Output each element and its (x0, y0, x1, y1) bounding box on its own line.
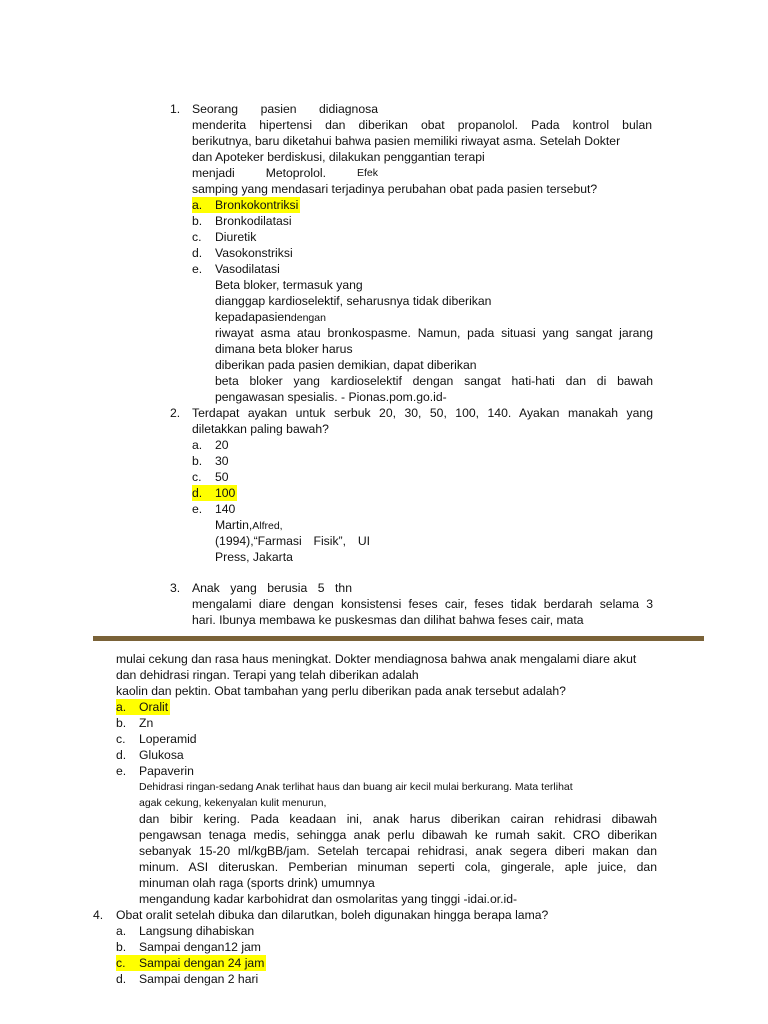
explanation-text: dianggap kardioselektif, seharusnya tidak diberikan (215, 294, 492, 308)
question-text: Obat oralit setelah dibuka dan dilarutkan, boleh digunakan hingga berapa lama? (116, 908, 549, 922)
explanation-text: minuman olah raga (sports drink) umumnya (139, 876, 375, 890)
answer-option: e. Papaverin (116, 764, 194, 778)
explanation-text: kepadapasiendengan (215, 310, 326, 324)
question-text: menderita hipertensi dan diberikan obat propanolol. Pada kontrol bulan (192, 118, 652, 132)
question-text: mengalami diare dengan konsistensi feses cair, feses tidak berdarah selama 3 (192, 597, 653, 611)
answer-option-correct: d. 100 (192, 486, 236, 500)
answer-option: b. Zn (116, 716, 154, 730)
explanation-source: pengawasan spesialis. - Pionas.pom.go.id- (215, 390, 447, 404)
question-text: berikutnya, baru diketahui bahwa pasien memiliki riwayat asma. Setelah Dokter (192, 134, 621, 148)
question-number: 2. (170, 406, 181, 420)
answer-option-correct: a. Bronkokontriksi (192, 198, 299, 212)
explanation-text: Dehidrasi ringan-sedang Anak terlihat haus dan buang air kecil mulai berkurang. Mata terlihat (139, 781, 573, 793)
question-number: 4. (93, 908, 104, 922)
answer-option: e. Vasodilatasi (192, 262, 280, 276)
question-text: kaolin dan pektin. Obat tambahan yang perlu diberikan pada anak tersebut adalah? (116, 684, 566, 698)
answer-option: d. Vasokonstriksi (192, 246, 293, 260)
answer-option-correct: c. Sampai dengan 24 jam (116, 956, 265, 970)
answer-option: b. 30 (192, 454, 229, 468)
question-text: dan Apoteker berdiskusi, dilakukan penggantian terapi (192, 150, 485, 164)
explanation-text: dimana beta bloker harus (215, 342, 353, 356)
explanation-text: pengawsan tenaga medis, sehingga anak perlu dibawah ke rumah sakit. CRO diberikan (139, 828, 657, 842)
question-text: Anak yang berusia 5 thn (192, 581, 352, 595)
question-number: 1. (170, 102, 181, 116)
answer-option: d. Glukosa (116, 748, 184, 762)
explanation-text: beta bloker yang kardioselektif dengan sangat hati-hati dan di bawah (215, 374, 653, 388)
question-text: mulai cekung dan rasa haus meningkat. Dokter mendiagnosa bahwa anak mengalami diare akut (116, 652, 637, 666)
question-text: samping yang mendasari terjadinya perubahan obat pada pasien tersebut? (192, 182, 598, 196)
answer-option: c. Loperamid (116, 732, 197, 746)
question-text: menjadi Metoprolol. Efek (192, 166, 378, 180)
question-text: hari. Ibunya membawa ke puskesmas dan dilihat bahwa feses cair, mata (192, 613, 584, 627)
answer-option: b. Sampai dengan12 jam (116, 940, 261, 954)
answer-option: d. Sampai dengan 2 hari (116, 972, 259, 986)
explanation-text: sebanyak 15-20 ml/kgBB/jam. Setelah tercapai rehidrasi, anak segera diberi makan dan (139, 844, 657, 858)
reference-text: Martin,Alfred, (215, 518, 283, 532)
question-text: Seorang pasien didiagnosa (192, 102, 378, 116)
reference-text: (1994),“Farmasi Fisik”, UI (215, 534, 370, 548)
answer-option-correct: a. Oralit (116, 700, 169, 714)
answer-option: c. Diuretik (192, 230, 257, 244)
explanation-text: minum. ASI diteruskan. Pemberian minuman seperti cola, gingerale, aple juice, dan (139, 860, 657, 874)
explanation-source: mengandung kadar karbohidrat dan osmolaritas yang tinggi -idai.or.id- (139, 892, 518, 906)
question-number: 3. (170, 581, 181, 595)
answer-option: c. 50 (192, 470, 229, 484)
answer-option: a. Langsung dihabiskan (116, 924, 255, 938)
explanation-text: dan bibir kering. Pada keadaan ini, anak harus diberikan cairan rehidrasi dibawah (139, 812, 657, 826)
answer-option: b. Bronkodilatasi (192, 214, 292, 228)
page-break-divider (93, 636, 704, 641)
question-text: diletakkan paling bawah? (192, 422, 329, 436)
question-text: Terdapat ayakan untuk serbuk 20, 30, 50, 100, 140. Ayakan manakah yang (192, 406, 653, 420)
explanation-text: Beta bloker, termasuk yang (215, 278, 363, 292)
reference-text: Press, Jakarta (215, 550, 293, 564)
question-text: dan dehidrasi ringan. Terapi yang telah diberikan adalah (116, 668, 419, 682)
explanation-text: diberikan pada pasien demikian, dapat diberikan (215, 358, 477, 372)
explanation-text: riwayat asma atau bronkospasme. Namun, pada situasi yang sangat jarang (215, 326, 653, 340)
answer-option: a. 20 (192, 438, 229, 452)
explanation-text: agak cekung, kekenyalan kulit menurun, (139, 797, 327, 809)
answer-option: e. 140 (192, 502, 236, 516)
